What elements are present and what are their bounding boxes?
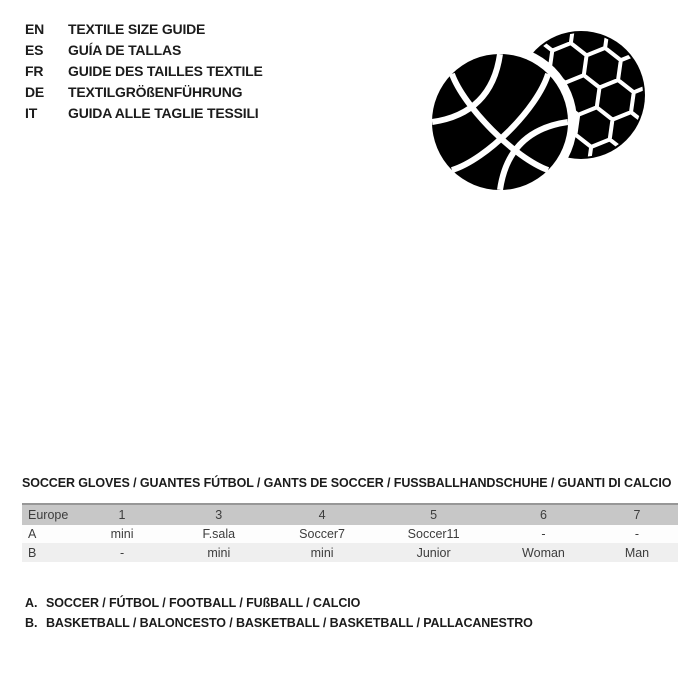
table-cell: mini [310,545,334,560]
language-item-es [25,40,263,61]
language-item-fr [25,61,263,82]
header-cell-size: 6 [540,508,547,522]
table-cell: Man [624,545,650,560]
language-label: TEXTILE SIZE GUIDE [68,21,206,37]
legend [25,594,533,633]
language-code: EN [25,21,45,37]
language-code: FR [25,63,44,79]
language-label: GUIDE DES TAILLES TEXTILE [68,63,263,79]
header-cell-region: Europe [28,508,69,522]
header-cell-size: 3 [215,508,223,522]
language-list [25,19,263,124]
legend-prefix: A. [25,596,38,610]
legend-item-soccer [25,594,533,614]
size-table-title: SOCCER GLOVES / GUANTES FÚTBOL / GANTS DE SOCCER / FUSSBALLHANDSCHUHE / GUANTI DI CALCIO [22,476,672,490]
table-cell: - [634,527,640,541]
header-cell-size: 4 [318,508,326,522]
language-code: IT [25,105,38,121]
language-code: DE [25,84,45,100]
table-cell: Soccer11 [407,527,460,541]
legend-prefix: B. [25,615,38,630]
header-cell-size: 1 [118,508,126,522]
table-cell: - [541,527,546,541]
header-cell-size: 5 [430,508,438,522]
language-label: GUÍA DE TALLAS [68,42,182,58]
legend-text: SOCCER / FÚTBOL / FOOTBALL / FUßBALL / CALCIO [46,596,361,610]
table-header-row [22,504,678,525]
legend-item-basketball [25,614,533,634]
table-cell: mini [110,527,134,541]
table-cell: F.sala [202,527,236,541]
size-table [22,503,678,562]
balls-illustration [420,15,660,205]
language-item-en [25,19,263,40]
language-item-de [25,82,263,103]
table-cell: Woman [522,545,565,560]
table-cell: mini [207,545,231,560]
language-label: GUIDA ALLE TAGLIE TESSILI [68,105,259,121]
table-cell: Soccer7 [299,527,346,541]
language-label: TEXTILGRÖßENFÜHRUNG [68,84,243,100]
table-cell: - [119,545,125,560]
table-row-basketball [22,543,678,562]
language-code: ES [25,42,44,58]
row-label: A [28,527,37,541]
row-label: B [28,545,37,560]
language-item-it [25,103,263,124]
legend-text: BASKETBALL / BALONCESTO / BASKETBALL / BASKETBALL / PALLACANESTRO [46,615,533,630]
table-row-soccer [22,525,678,543]
header-cell-size: 7 [633,508,641,522]
table-cell: Junior [416,545,451,560]
